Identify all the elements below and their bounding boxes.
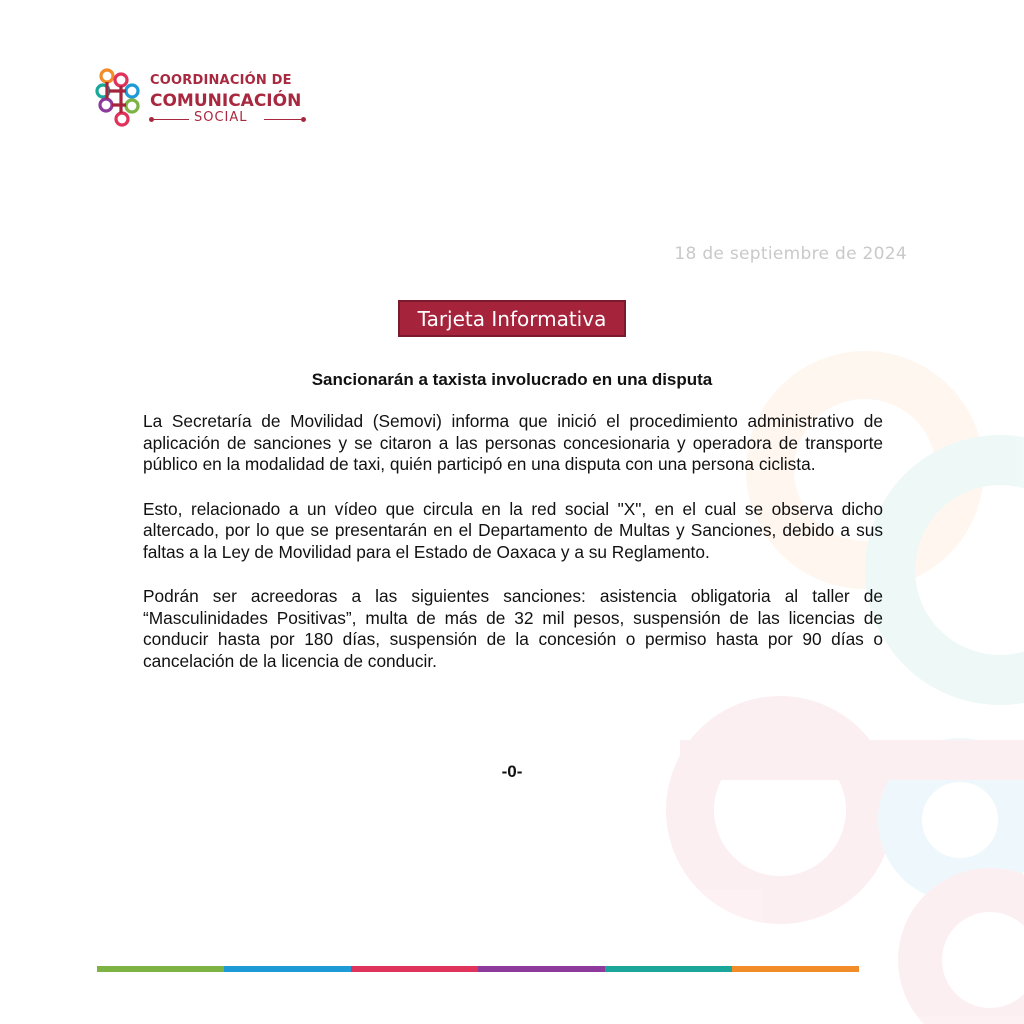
org-logo <box>94 66 334 130</box>
footer-segment <box>97 966 224 972</box>
paragraph: Esto, relacionado a un vídeo que circula en la red social "X", en el cual se observa dicho altercado, por lo que se presentarán en el Departamento de Multas y Sanciones, debido a sus faltas a la Ley de Movilidad para el Estado de Oaxaca y a su Reglamento. <box>143 498 883 562</box>
footer-segment <box>732 966 859 972</box>
paragraph: La Secretaría de Movilidad (Semovi) informa que inició el procedimiento administrativo de aplicación de sanciones y se citaron a las personas concesionaria y operadora de transporte público en la modalidad de taxi, quién participó en una disputa con una persona ciclista. <box>143 411 883 474</box>
document-type-badge: Tarjeta Informativa <box>398 300 626 337</box>
footer-segment <box>224 966 351 972</box>
publication-date: 18 de septiembre de 2024 <box>674 244 907 264</box>
paragraph: Podrán ser acreedoras a las siguientes sanciones: asistencia obligatoria al taller de “Masculinidades Positivas”, multa de más de 32 mil pesos, suspensión de las licencias de conducir hasta por 180 días, suspensión de la concesión o permiso hasta por 90 días o cancelación de la licencia de conducir. <box>143 586 883 671</box>
closing-mark: -0- <box>501 762 523 781</box>
org-name-line1: COORDINACIÓN DE <box>150 73 292 88</box>
footer-segment <box>351 966 478 972</box>
headline: Sancionarán a taxista involucrado en una disputa <box>311 370 713 389</box>
footer-segment <box>478 966 605 972</box>
org-name-line2: COMUNICACIÓN <box>150 91 302 111</box>
coordinacion-logo-icon <box>94 66 144 130</box>
article-body <box>143 411 883 695</box>
footer-segment <box>605 966 732 972</box>
footer-color-bar <box>97 966 859 972</box>
org-name-line3: SOCIAL <box>194 110 248 125</box>
